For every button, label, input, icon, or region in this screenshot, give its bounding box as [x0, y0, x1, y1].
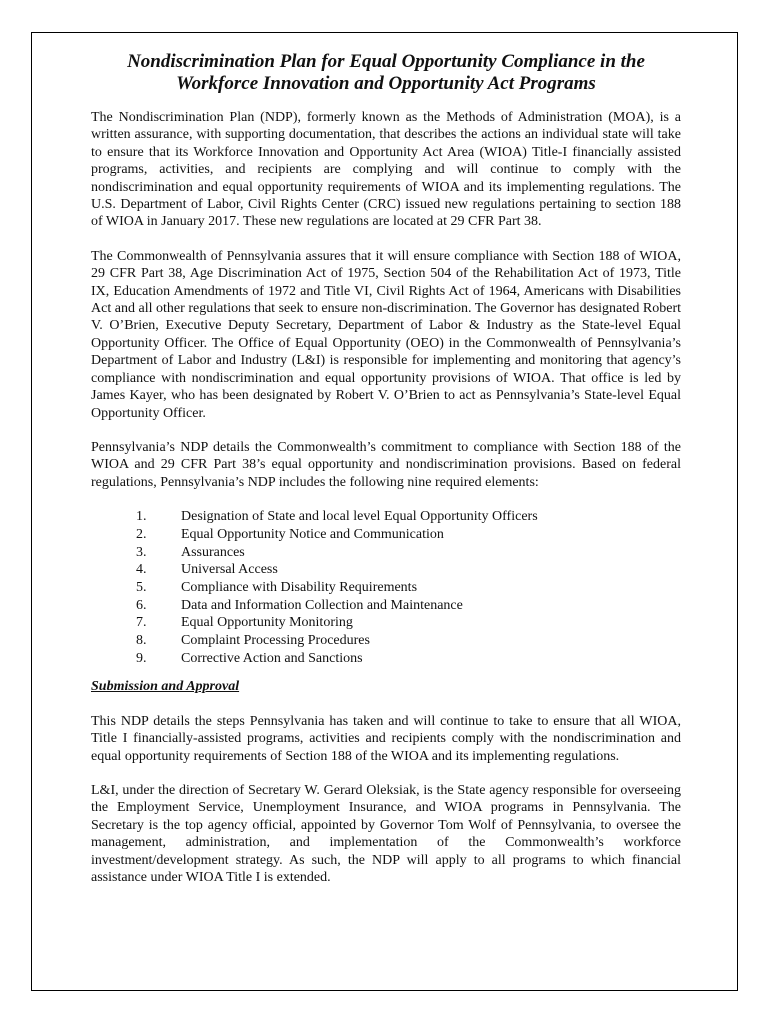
document-page: [31, 32, 738, 991]
document-title: [91, 51, 681, 95]
list-item-text: Universal Access: [181, 562, 278, 578]
list-item: [136, 579, 681, 597]
list-item-number: 9.: [136, 650, 147, 666]
paragraph-submission-steps: This NDP details the steps Pennsylvania has taken and will continue to take to ensure that all WIOA, Title I financially-assisted programs, activities and recipients comply with the nondiscrimination and equal opportunity requirements of Section 188 of the WIOA and its implementing regulations.: [91, 713, 681, 764]
list-item-number: 4.: [136, 562, 147, 578]
list-item-number: 8.: [136, 633, 147, 649]
list-item-text: Corrective Action and Sanctions: [181, 650, 363, 666]
title-line-2: Workforce Innovation and Opportunity Act Programs: [176, 73, 596, 94]
document-content: [91, 51, 681, 904]
list-item: [136, 561, 681, 579]
list-item-number: 2.: [136, 526, 147, 542]
paragraph-li-oversight: L&I, under the direction of Secretary W. Gerard Oleksiak, is the State agency responsible for overseeing the Employment Service, Unemployment Insurance, and WIOA programs in Pennsylvania. The Secretary is the top agency official, appointed by Governor Tom Wolf of Pennsylvania, to oversee the management, administration, and implementation of the Commonwealth’s workforce investment/development strategy. As such, the NDP will apply to all programs to which financial assistance under WIOA Title I is extended.: [91, 783, 681, 886]
paragraph-ndp-elements-intro: Pennsylvania’s NDP details the Commonwealth’s commitment to compliance with Section 188 of the WIOA and 29 CFR Part 38’s equal opportunity and nondiscrimination provisions. Based on federal regulations, Pennsylvania’s NDP includes the following nine required elements:: [91, 439, 681, 490]
list-item-text: Equal Opportunity Notice and Communication: [181, 526, 444, 542]
list-item-text: Complaint Processing Procedures: [181, 633, 370, 649]
list-item-text: Compliance with Disability Requirements: [181, 579, 418, 595]
paragraph-commonwealth-assurance: The Commonwealth of Pennsylvania assures that it will ensure compliance with Section 188 of WIOA, 29 CFR Part 38, Age Discrimination Act of 1975, Section 504 of the Rehabilitation Act of 1973, Title IX, Education Amendments of 1972 and Title VI, Civil Rights Act of 1964, Americans with Disabilities Act and all other regulations that seek to ensure non-discrimination. The Governor has designated Robert V. O’Brien, Executive Deputy Secretary, Department of Labor & Industry as the State-level Equal Opportunity Officer. The Office of Equal Opportunity (OEO) in the Commonwealth of Pennsylvania’s Department of Labor and Industry (L&I) is responsible for implementing and monitoring that agency’s compliance with nondiscrimination and equal opportunity provisions of WIOA. That office is led by James Kayer, who has been designated by Robert V. O’Brien to act as Pennsylvania’s State-level Equal Opportunity Officer.: [91, 248, 681, 421]
list-item-number: 6.: [136, 597, 147, 613]
list-item: [136, 614, 681, 632]
list-item-number: 1.: [136, 509, 147, 525]
list-item-number: 3.: [136, 544, 147, 560]
list-item-text: Equal Opportunity Monitoring: [181, 615, 353, 631]
title-line-1: Nondiscrimination Plan for Equal Opportunity Compliance in the: [127, 51, 645, 72]
section-heading-submission: Submission and Approval: [91, 679, 240, 695]
list-item-number: 7.: [136, 615, 147, 631]
list-item-text: Assurances: [181, 544, 245, 560]
list-item: [136, 544, 681, 562]
list-item: [136, 597, 681, 615]
list-item-text: Data and Information Collection and Maintenance: [181, 597, 463, 613]
list-item: [136, 650, 681, 668]
list-item-number: 5.: [136, 579, 147, 595]
list-item: [136, 508, 681, 526]
required-elements-list: [91, 508, 681, 667]
list-item: [136, 526, 681, 544]
paragraph-ndp-definition: The Nondiscrimination Plan (NDP), formerly known as the Methods of Administration (MOA), is a written assurance, with supporting documentation, that describes the actions an individual state will take to ensure that its Workforce Innovation and Opportunity Act Area (WIOA) Title-I financially assisted programs, activities, and recipients are complying and will continue to comply with the nondiscrimination and equal opportunity requirements of WIOA and its implementing regulations. The U.S. Department of Labor, Civil Rights Center (CRC) issued new regulations pertaining to section 188 of WIOA in January 2017. These new regulations are located at 29 CFR Part 38.: [91, 110, 681, 230]
list-item: [136, 632, 681, 650]
list-item-text: Designation of State and local level Equal Opportunity Officers: [181, 509, 538, 525]
